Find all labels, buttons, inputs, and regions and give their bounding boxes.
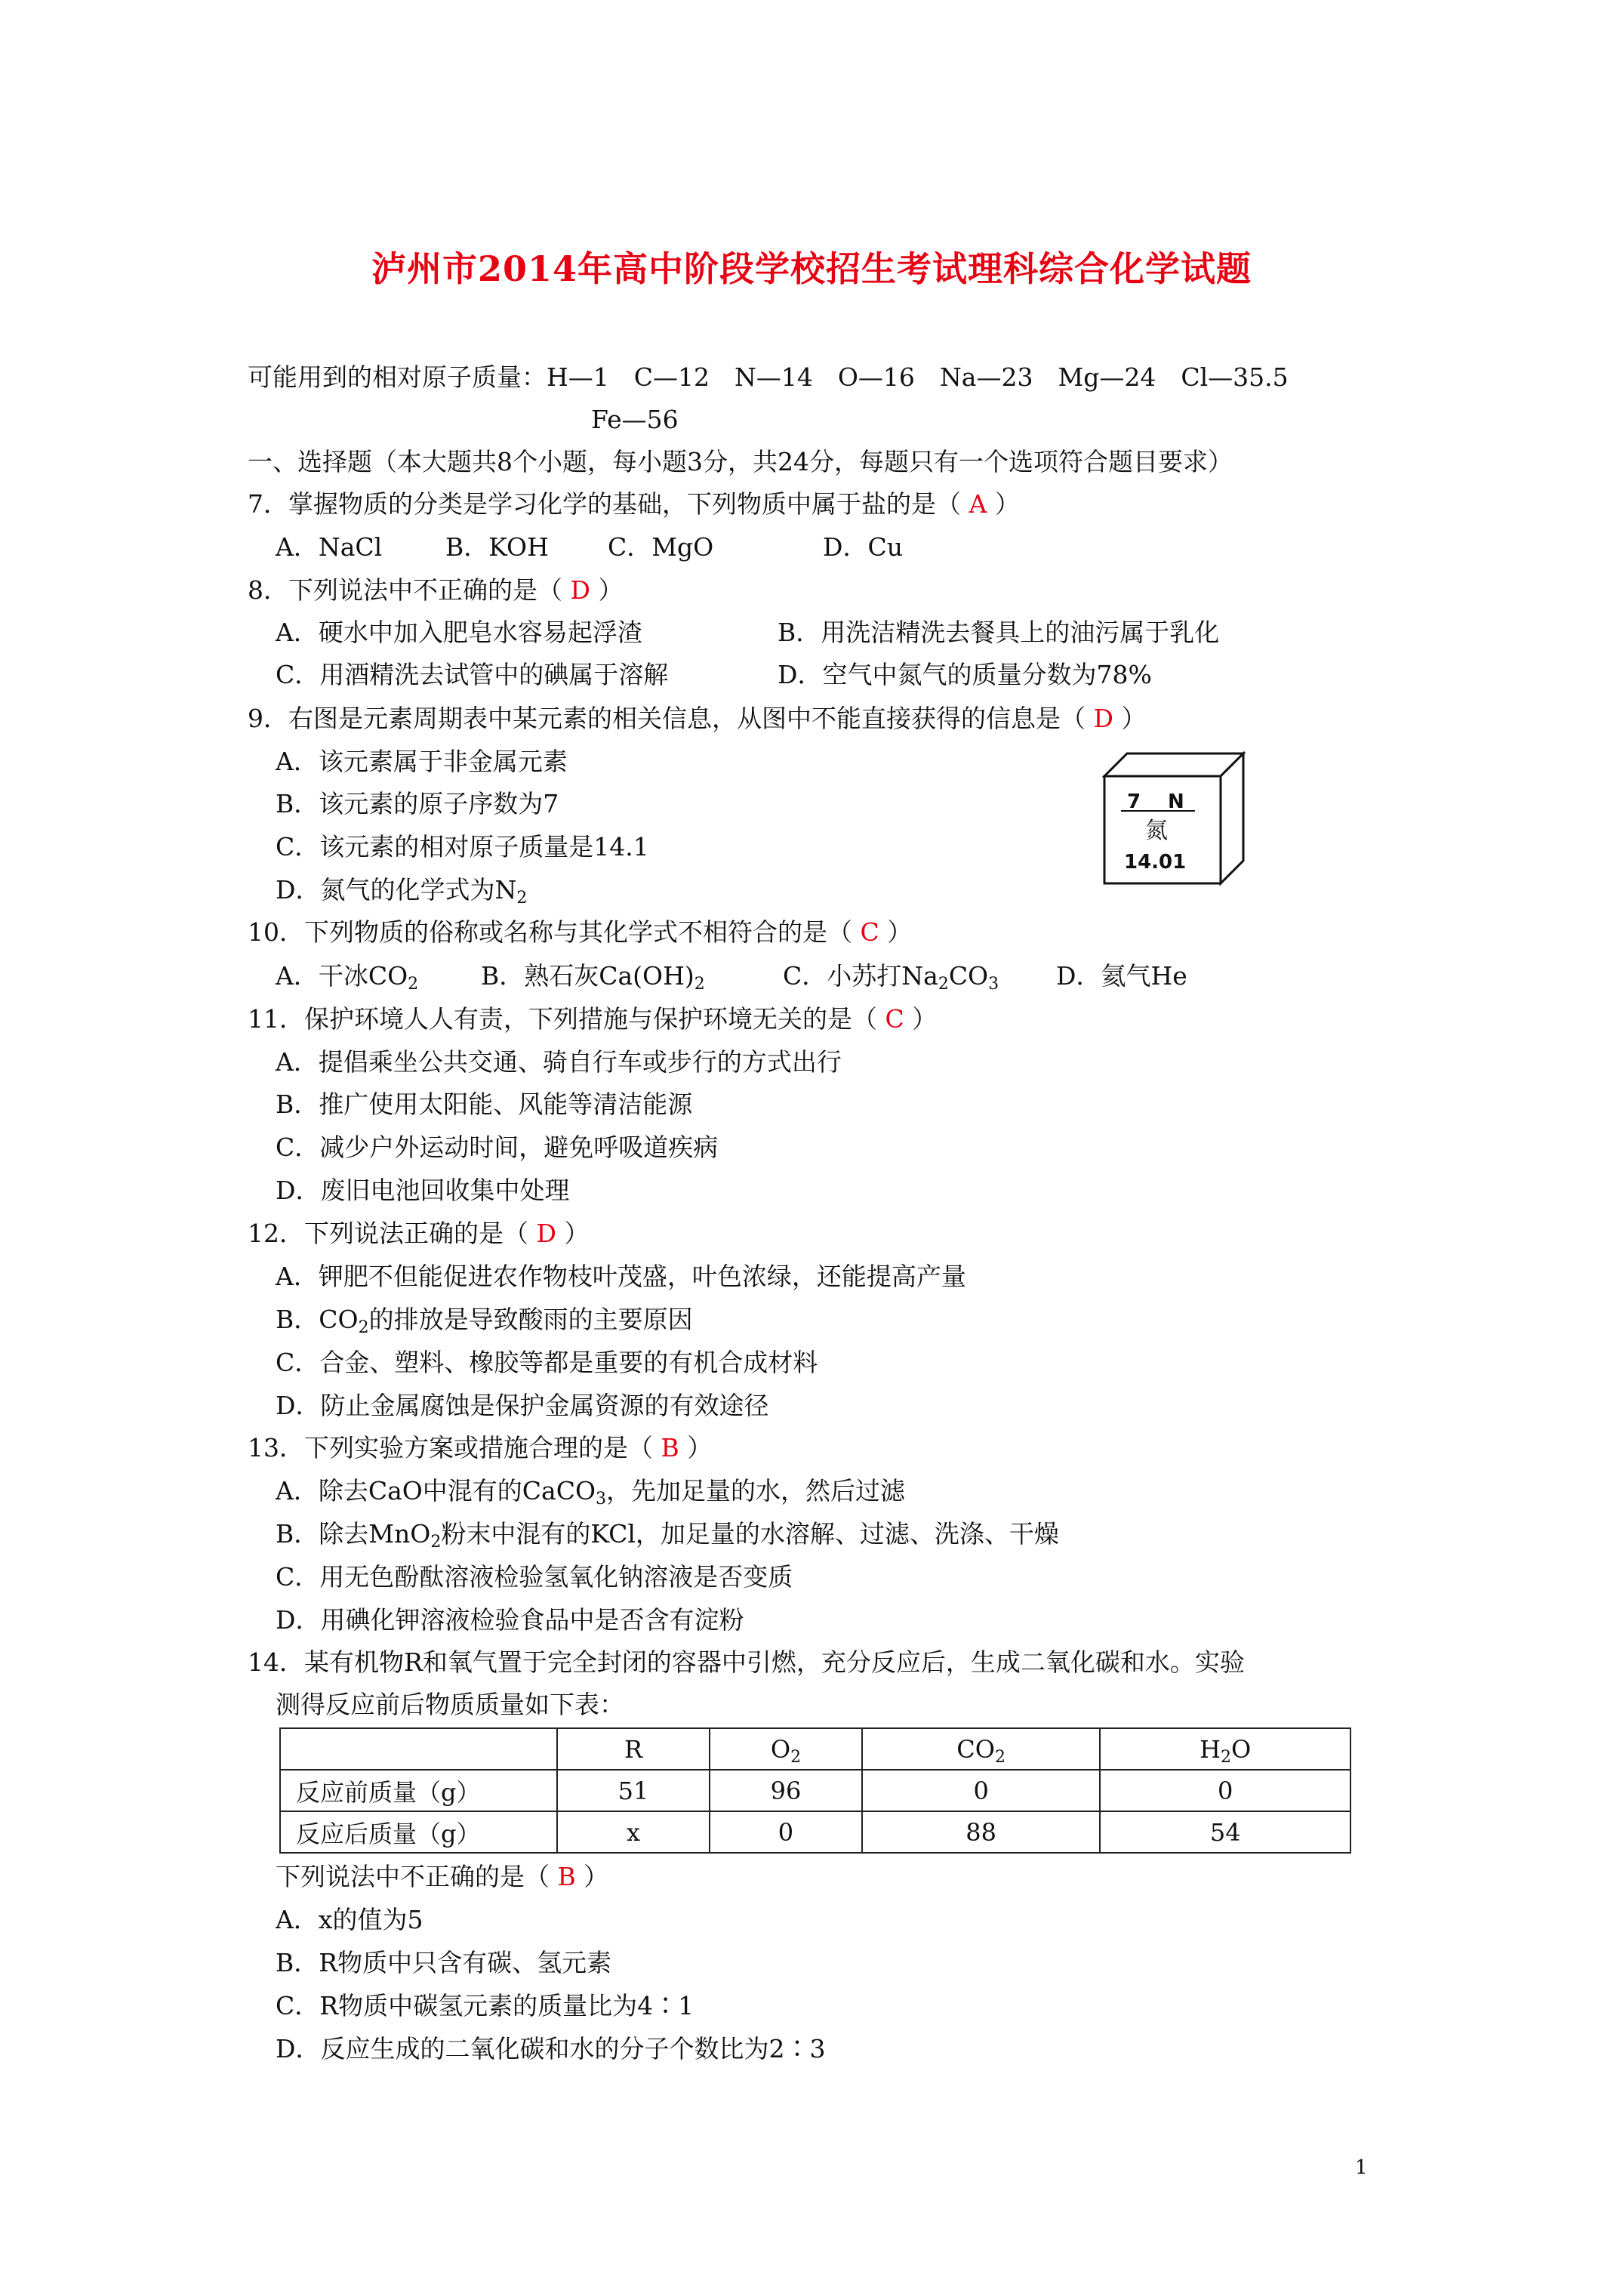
option-13a: A．除去CaO中混有的CaCO$_3$，先加足量的水，然后过滤 [276, 1476, 906, 1509]
option-12b: B．$CO_2$的排放是导致酸雨的主要原因 [276, 1305, 693, 1337]
table-header-row [280, 1728, 1350, 1770]
option-14b: B．R物质中只含有碳、氢元素 [276, 1948, 612, 1977]
question-14-sub-stem: 下列说法中不正确的是（ B ） [276, 1862, 609, 1891]
table-header-o2: $O_2$ [710, 1728, 862, 1770]
table-cell: 0 [862, 1770, 1100, 1811]
question-7: 7．掌握物质的分类是学习化学的基础，下列物质中属于盐的是（ A ） [248, 489, 1020, 519]
table-header-h2o: $H_2O$ [1100, 1728, 1350, 1770]
question-12: 12．下列说法正确的是（ D ） [248, 1219, 590, 1248]
question-14-stem-1: 14．某有机物R和氧气置于完全封闭的容器中引燃，充分反应后，生成二氧化碳和水。实验 [248, 1647, 1245, 1677]
option-7c: C．MgO [608, 532, 714, 562]
table-row [280, 1770, 1350, 1811]
option-11b: B．推广使用太阳能、风能等清洁能源 [276, 1089, 693, 1119]
option-11d: D．废旧电池回收集中处理 [276, 1176, 570, 1205]
answer-8: D [570, 575, 590, 605]
table-cell: 51 [557, 1770, 710, 1811]
answer-13: B [661, 1433, 679, 1462]
mass-table [279, 1727, 1351, 1854]
element-mass: 14.01 [1124, 851, 1187, 874]
answer-11: C [885, 1004, 904, 1034]
question-14-stem-2: 测得反应前后物质质量如下表： [276, 1690, 624, 1719]
question-7-options [276, 531, 903, 564]
answer-7: A [969, 489, 987, 519]
element-number: 7 [1127, 791, 1141, 813]
table-header-co2: $CO_2$ [862, 1728, 1100, 1770]
answer-10: C [860, 917, 879, 947]
option-8d: D．空气中氮气的质量分数为78% [778, 660, 1152, 689]
table-cell: 0 [710, 1811, 862, 1853]
row-label-after: 反应后质量（g） [280, 1811, 557, 1853]
element-name: 氮 [1145, 818, 1168, 844]
option-10a: A．干冰$CO_2$ [276, 961, 419, 994]
option-9d: D．氮气的化学式为$N_2$ [276, 875, 528, 908]
option-14d: D．反应生成的二氧化碳和水的分子个数比为2∶3 [276, 2034, 826, 2063]
element-card-figure [1098, 747, 1249, 887]
question-10-options [276, 960, 1187, 993]
table-cell: 54 [1100, 1811, 1350, 1853]
option-9b: B．该元素的原子序数为7 [276, 789, 559, 818]
option-12d: D．防止金属腐蚀是保护金属资源的有效途径 [276, 1391, 769, 1420]
option-13d: D．用碘化钾溶液检验食品中是否含有淀粉 [276, 1605, 744, 1635]
option-7a: A．NaCl [276, 532, 383, 562]
atomic-masses-line1: 可能用到的相对原子质量：H—1 C—12 N—14 O—16 Na—23 Mg—24 Cl—35.5 [248, 362, 1289, 392]
option-9c: C．该元素的相对原子质量是14.1 [276, 832, 649, 861]
element-symbol: N [1168, 791, 1184, 813]
question-8-options-ab [276, 616, 1219, 649]
answer-14: B [557, 1862, 576, 1891]
table-cell: 0 [1100, 1770, 1350, 1811]
table-header-r: R [557, 1728, 710, 1770]
page-number: 1 [1355, 2156, 1368, 2179]
option-14a: A．x的值为5 [276, 1905, 423, 1934]
table-cell: x [557, 1811, 710, 1853]
section-heading: 一、选择题（本大题共8个小题，每小题3分，共24分，每题只有一个选项符合题目要求） [248, 447, 1233, 476]
option-12a: A．钾肥不但能促进农作物枝叶茂盛，叶色浓绿，还能提高产量 [276, 1262, 966, 1291]
page-title: 泸州市2014年高中阶段学校招生考试理科综合化学试题 [371, 248, 1252, 289]
option-13c: C．用无色酚酞溶液检验氢氧化钠溶液是否变质 [276, 1562, 793, 1592]
option-11a: A．提倡乘坐公共交通、骑自行车或步行的方式出行 [276, 1047, 842, 1077]
table-cell: 88 [862, 1811, 1100, 1853]
option-8b: B．用洗洁精洗去餐具上的油污属于乳化 [778, 618, 1220, 647]
answer-9: D [1093, 704, 1113, 733]
option-10c: C．小苏打$Na_2CO_3$ [783, 961, 999, 994]
option-10d: D．氦气He [1056, 961, 1187, 991]
option-9a: A．该元素属于非金属元素 [276, 747, 568, 776]
option-7d: D．Cu [823, 532, 903, 562]
question-11: 11．保护环境人人有责，下列措施与保护环境无关的是（ C ） [248, 1004, 938, 1034]
question-8-options-cd [276, 658, 1152, 692]
question-9: 9．右图是元素周期表中某元素的相关信息，从图中不能直接获得的信息是（ D ） [248, 704, 1147, 733]
option-8a: A．硬水中加入肥皂水容易起浮渣 [276, 618, 642, 647]
option-14c: C．R物质中碳氢元素的质量比为4∶1 [276, 1991, 694, 2020]
answer-12: D [536, 1219, 556, 1248]
table-cell: 96 [710, 1770, 862, 1811]
question-8: 8．下列说法中不正确的是（ D ） [248, 575, 624, 605]
option-11c: C．减少户外运动时间，避免呼吸道疾病 [276, 1133, 719, 1162]
option-8c: C．用酒精洗去试管中的碘属于溶解 [276, 660, 669, 689]
question-13: 13．下列实验方案或措施合理的是（ B ） [248, 1433, 713, 1462]
option-7b: B．KOH [445, 532, 549, 562]
question-10: 10．下列物质的俗称或名称与其化学式不相符合的是（ C ） [248, 917, 913, 947]
option-13b: B．除去MnO$_2$粉末中混有的KCl，加足量的水溶解、过滤、洗涤、干燥 [276, 1519, 1059, 1552]
atomic-masses-line2: Fe—56 [591, 405, 679, 434]
option-10b: B．熟石灰$Ca(OH)_2$ [481, 961, 705, 994]
row-label-before: 反应前质量（g） [280, 1770, 557, 1811]
table-row [280, 1811, 1350, 1853]
option-12c: C．合金、塑料、橡胶等都是重要的有机合成材料 [276, 1348, 818, 1377]
